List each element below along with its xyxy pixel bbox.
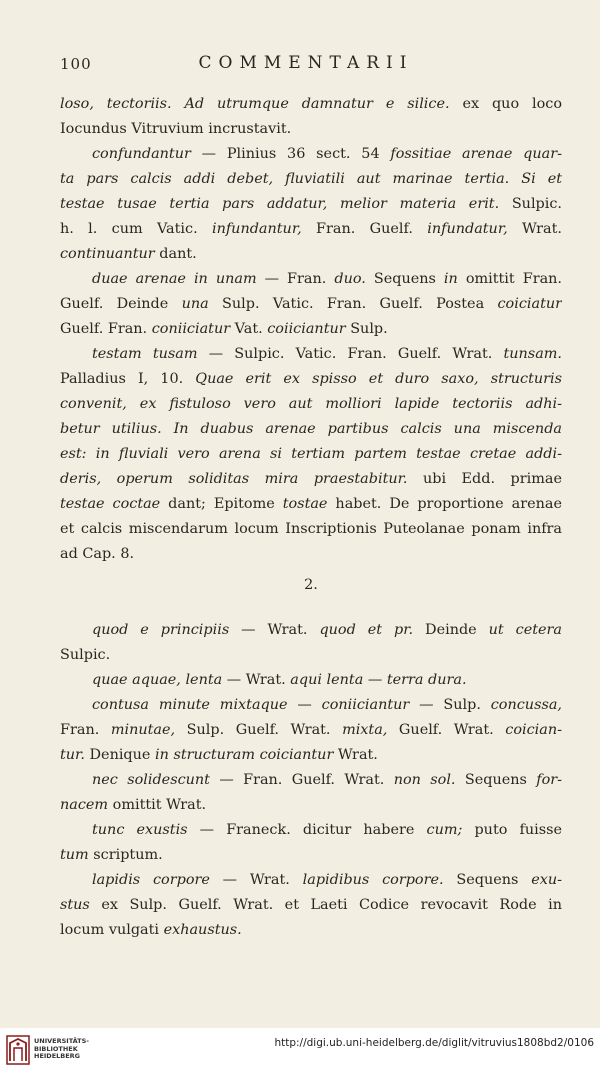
italic-text-segment: tum — [60, 847, 89, 863]
italic-text-segment: cum; — [426, 822, 463, 838]
text-line — [60, 417, 562, 442]
text-line — [60, 267, 562, 292]
italic-text-segment: tur. — [60, 747, 85, 763]
text-line — [60, 768, 562, 793]
text-segment: Guelf. Fran. — [60, 321, 152, 337]
text-line — [60, 292, 562, 317]
italic-text-segment: infundatur, — [427, 221, 508, 237]
text-line — [60, 743, 562, 768]
text-line — [60, 542, 562, 567]
text-line — [60, 918, 562, 943]
text-segment: h. l. cum Vatic. — [60, 221, 212, 237]
text-segment: omittit Fran. — [457, 271, 562, 287]
text-segment: omittit Wrat. — [108, 797, 207, 813]
italic-text-segment: in structuram coiciantur — [155, 747, 334, 763]
text-line — [60, 217, 562, 242]
text-line — [60, 868, 562, 893]
text-segment: — Wrat. — [222, 672, 291, 688]
text-segment: dant. — [154, 246, 197, 262]
italic-text-segment: coiiciantur — [267, 321, 346, 337]
text-segment: Palladius I, 10. — [60, 371, 196, 387]
text-segment: Sulp. Guelf. Wrat. — [175, 722, 343, 738]
text-segment: Sequens — [455, 772, 537, 788]
text-segment: — Plinius 36 sect. 54 — [190, 146, 391, 162]
italic-text-segment: non sol. — [393, 772, 456, 788]
italic-text-segment: concussa, — [490, 697, 562, 713]
text-line — [60, 818, 562, 843]
italic-text-segment: Quae erit ex spisso et duro saxo, structuris — [195, 371, 562, 387]
text-line — [60, 793, 562, 818]
text-line — [60, 442, 562, 467]
text-line — [60, 242, 562, 267]
italic-text-segment: deris, operum soliditas mira praestabitur. — [60, 471, 408, 487]
text-line — [60, 618, 562, 643]
library-name-line: HEIDELBERG — [34, 1052, 81, 1060]
text-segment: — Franeck. dicitur habere — [187, 822, 427, 838]
page-header — [60, 53, 552, 75]
italic-text-segment: duo. — [334, 271, 366, 287]
italic-text-segment: est: in fluviali vero arena si tertiam partem testae cretae addi- — [60, 446, 562, 462]
italic-text-segment: lapidis corpore — [92, 872, 210, 888]
italic-text-segment: testam tusam — [92, 346, 198, 362]
text-segment: Vat. — [230, 321, 268, 337]
italic-text-segment: loso, tectoriis. Ad utrumque damnatur e silice. — [60, 96, 450, 112]
text-segment: — Wrat. — [229, 622, 320, 638]
text-line — [60, 392, 562, 417]
text-line — [60, 117, 562, 142]
library-name-line: BIBLIOTHEK — [34, 1044, 78, 1053]
text-line — [60, 843, 562, 868]
italic-text-segment: coician- — [505, 722, 562, 738]
text-segment: Sulpic. — [499, 196, 562, 212]
italic-text-segment: mixta, — [342, 722, 388, 738]
italic-text-segment: contusa minute mixtaque — [92, 697, 288, 713]
page-number: 100 — [60, 55, 92, 73]
text-line — [60, 367, 562, 392]
italic-text-segment: duae arenae in unam — [92, 271, 257, 287]
italic-text-segment: coniiciatur — [151, 321, 231, 337]
footer-bar — [0, 1028, 600, 1072]
text-line — [60, 668, 562, 693]
italic-text-segment: una — [181, 296, 209, 312]
text-segment: scriptum. — [88, 847, 163, 863]
italic-text-segment: stus — [60, 897, 90, 913]
library-logo-icon — [6, 1035, 30, 1065]
italic-text-segment: exhaustus. — [163, 922, 242, 938]
text-segment: et calcis miscendarum locum Inscriptionis Puteolanae ponam infra — [60, 521, 562, 537]
text-segment: Sulp. Vatic. Fran. Guelf. Postea — [208, 296, 498, 312]
text-segment: Deinde — [413, 622, 489, 638]
text-segment: Wrat. — [507, 221, 562, 237]
text-segment: Iocundus Vitruvium incrustavit. — [60, 121, 292, 137]
text-segment: — Fran. — [256, 271, 335, 287]
text-line — [60, 492, 562, 517]
library-name-line: UNIVERSITÄTS- — [34, 1037, 89, 1045]
text-line — [60, 342, 562, 367]
library-name — [34, 1038, 89, 1061]
text-segment: — Wrat. — [209, 872, 303, 888]
italic-text-segment: testae coctae — [60, 496, 161, 512]
text-line — [60, 467, 562, 492]
italic-text-segment: confundantur — [92, 146, 191, 162]
text-line — [60, 92, 562, 117]
italic-text-segment: nec solidescunt — [92, 772, 210, 788]
italic-text-segment: tunc exustis — [92, 822, 188, 838]
text-segment: puto fuisse — [462, 822, 562, 838]
italic-text-segment: aqui lenta — [290, 672, 364, 688]
italic-text-segment: exu- — [531, 872, 562, 888]
italic-text-segment: ut cetera — [488, 622, 562, 638]
italic-text-segment: quod et pr. — [319, 622, 414, 638]
italic-text-segment: terra dura. — [386, 672, 467, 688]
text-segment: — Sulpic. Vatic. Fran. Guelf. Wrat. — [197, 346, 504, 362]
text-segment: — Sulp. — [409, 697, 491, 713]
text-segment: — Fran. Guelf. Wrat. — [209, 772, 394, 788]
text-segment: Fran. Guelf. — [301, 221, 428, 237]
text-line — [60, 693, 562, 718]
text-segment: habet. De proportione arenae — [327, 496, 562, 512]
italic-text-segment: testae tusae tertia pars addatur, melior materia erit. — [60, 196, 500, 212]
text-line — [60, 192, 562, 217]
italic-text-segment: coniiciantur — [321, 697, 410, 713]
italic-text-segment: tunsam. — [503, 346, 562, 362]
text-segment: Guelf. Wrat. — [387, 722, 506, 738]
text-segment: ad Cap. 8. — [60, 546, 135, 562]
text-line — [60, 517, 562, 542]
italic-text-segment: nacem — [60, 797, 109, 813]
text-segment: Sequens — [365, 271, 444, 287]
text-segment: Guelf. Deinde — [60, 296, 182, 312]
italic-text-segment: betur utilius. In duabus arenae partibus calcis una miscenda — [60, 421, 562, 437]
text-segment: Wrat. — [333, 747, 378, 763]
text-line — [60, 893, 562, 918]
italic-text-segment: minutae, — [110, 722, 176, 738]
italic-text-segment: lapidibus corpore. — [302, 872, 444, 888]
italic-text-segment: ta pars calcis addi debet, fluviatili aut marinae tertia. Si et — [60, 171, 562, 187]
text-line — [60, 317, 562, 342]
italic-text-segment: in — [443, 271, 458, 287]
text-line — [60, 643, 562, 668]
italic-text-segment: quod e principiis — [92, 622, 230, 638]
italic-text-segment: tostae — [282, 496, 328, 512]
text-segment: dant; Epitome — [160, 496, 283, 512]
running-title: COMMENTARII — [198, 53, 414, 73]
italic-text-segment: infundantur, — [211, 221, 302, 237]
text-segment: ex Sulp. Guelf. Wrat. et Laeti Codice revocavit Rode in — [89, 897, 562, 913]
text-segment: Sulp. — [345, 321, 388, 337]
text-segment: Fran. — [60, 722, 111, 738]
italic-text-segment: for- — [536, 772, 562, 788]
italic-text-segment: coiciatur — [497, 296, 562, 312]
text-segment: Sequens — [443, 872, 532, 888]
italic-text-segment: quae aquae, lenta — [92, 672, 223, 688]
text-segment: 2. — [304, 577, 318, 593]
text-segment: Sulpic. — [60, 647, 111, 663]
text-segment: locum vulgati — [60, 922, 164, 938]
text-line — [60, 573, 562, 598]
text-segment: — — [363, 672, 387, 688]
text-segment: — — [287, 697, 322, 713]
text-line — [60, 167, 562, 192]
commentary-text — [60, 92, 562, 943]
italic-text-segment: continuantur — [60, 246, 155, 262]
text-segment: Denique — [84, 747, 156, 763]
text-line — [60, 718, 562, 743]
text-segment: ubi Edd. primae — [407, 471, 562, 487]
text-line — [60, 142, 562, 167]
text-segment: ex quo loco — [449, 96, 562, 112]
italic-text-segment: fossitiae arenae quar- — [390, 146, 562, 162]
italic-text-segment: convenit, ex fistuloso vero aut molliori lapide tectoriis adhi- — [60, 396, 562, 412]
source-url-link[interactable]: http://digi.ub.uni-heidelberg.de/diglit/vitruvius1808bd2/0106 — [274, 1037, 594, 1049]
